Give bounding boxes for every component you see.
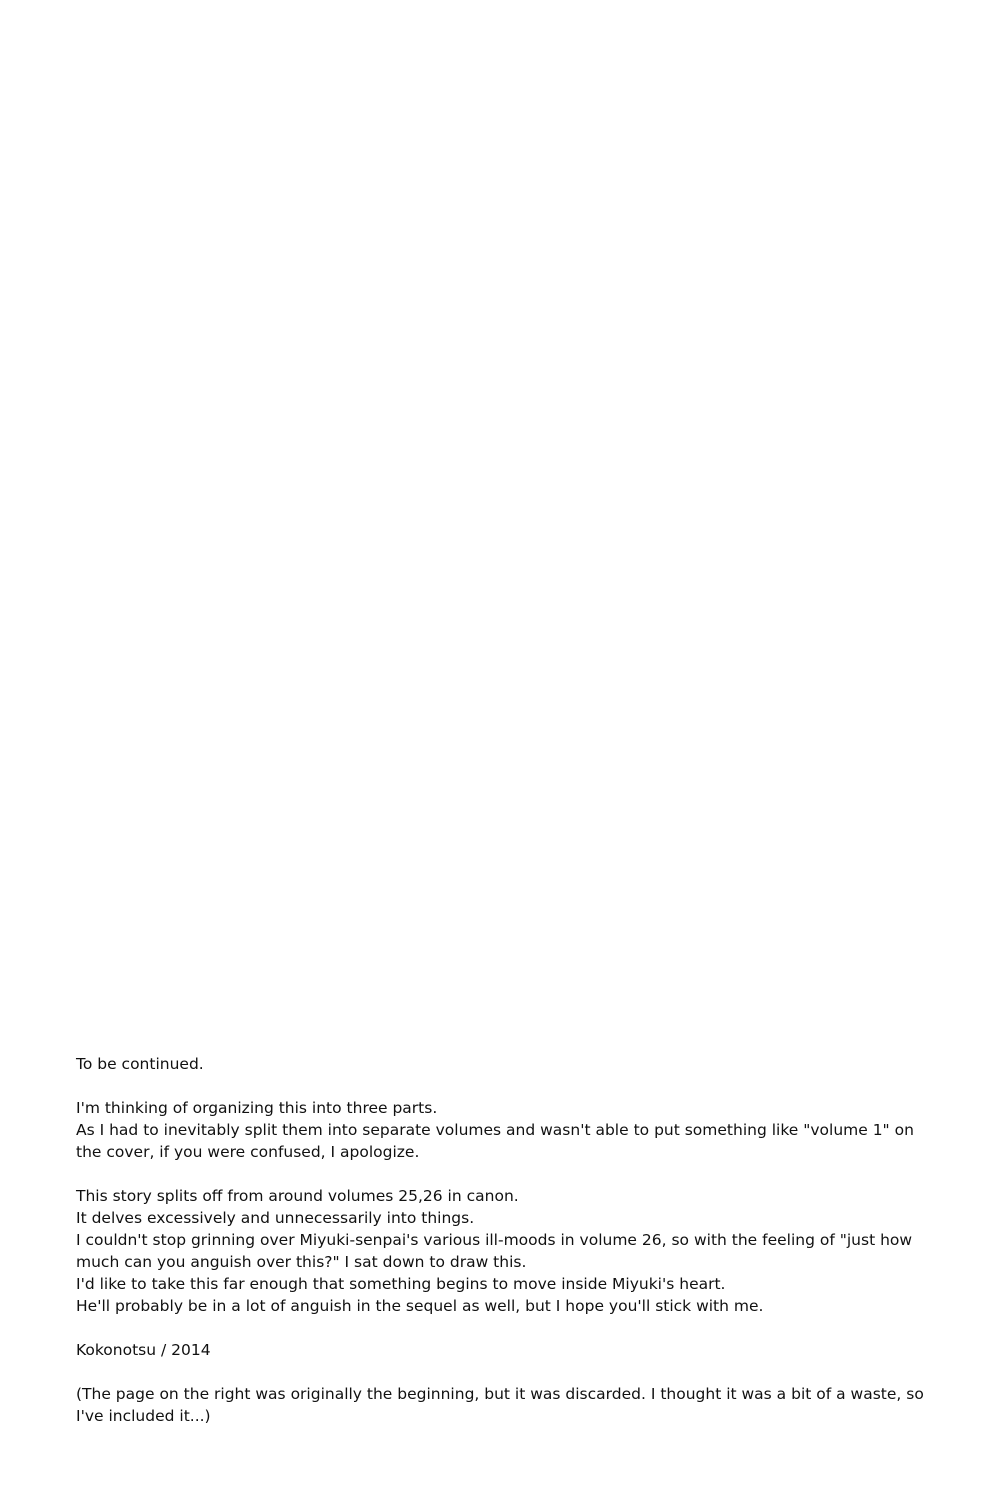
signature: Kokonotsu / 2014 [76,1341,211,1359]
sequel-line: He'll probably be in a lot of anguish in the sequel as well, but I hope you'll stick with me. [76,1297,764,1315]
continued-line: To be continued. [76,1055,204,1073]
spacer [76,1163,926,1185]
apology-line: As I had to inevitably split them into separate volumes and wasn't able to put something like "volume 1" on the cover, if you were confused, I apologize. [76,1121,914,1161]
heart-line: I'd like to take this far enough that something begins to move inside Miyuki's heart. [76,1275,726,1293]
spacer [76,1317,926,1339]
footnote: (The page on the right was originally the beginning, but it was discarded. I thought it was a bit of a waste, so I've included it...) [76,1385,924,1425]
delves-line: It delves excessively and unnecessarily into things. [76,1209,475,1227]
canon-line: This story splits off from around volumes 25,26 in canon. [76,1187,519,1205]
spacer [76,1075,926,1097]
parts-line: I'm thinking of organizing this into three parts. [76,1099,438,1117]
grinning-line: I couldn't stop grinning over Miyuki-senpai's various ill-moods in volume 26, so with the feeling of "just how much can you anguish over this?" I sat down to draw this. [76,1231,913,1271]
spacer [76,1361,926,1383]
afterword-notes [76,1053,926,1427]
